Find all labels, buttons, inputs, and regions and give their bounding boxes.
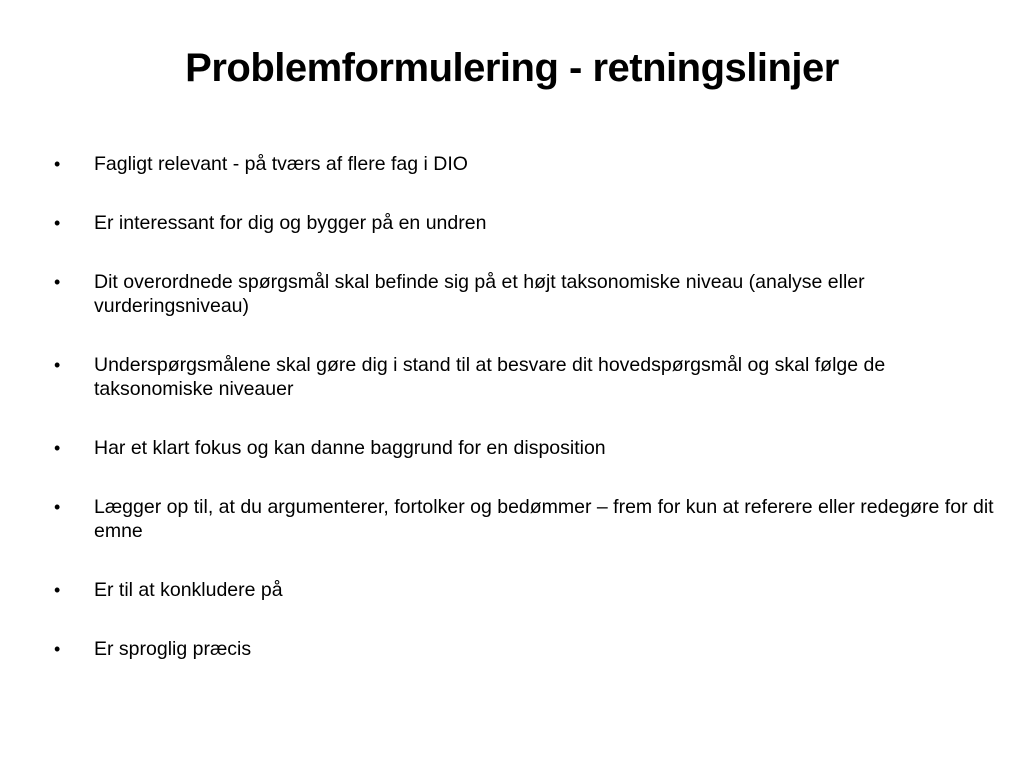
bullet-item	[54, 211, 1004, 235]
bullet-item	[54, 637, 1004, 661]
bullet-text: Har et klart fokus og kan danne baggrund for en disposition	[94, 437, 606, 459]
bullet-item	[54, 578, 1004, 602]
bullet-text: Er til at konkludere på	[94, 579, 283, 601]
bullet-item	[54, 353, 1004, 401]
bullet-text: Er interessant for dig og bygger på en undren	[94, 212, 487, 234]
bullet-text: Fagligt relevant - på tværs af flere fag i DIO	[94, 153, 468, 175]
bullet-icon: •	[54, 355, 61, 375]
bullet-text: Er sproglig præcis	[94, 638, 252, 660]
bullet-text: Underspørgsmålene skal gøre dig i stand til at besvare dit hovedspørgsmål og skal følge de taksonomiske niveauer	[94, 354, 886, 400]
bullet-icon: •	[54, 272, 61, 292]
bullet-icon: •	[54, 438, 61, 458]
bullet-text: Dit overordnede spørgsmål skal befinde sig på et højt taksonomiske niveau (analyse eller vurderingsniveau)	[94, 271, 865, 317]
bullet-icon: •	[54, 580, 61, 600]
bullet-icon: •	[54, 213, 61, 233]
bullet-item	[54, 152, 1004, 176]
bullet-text: Lægger op til, at du argumenterer, fortolker og bedømmer – frem for kun at referere eller redegøre for dit emne	[94, 496, 994, 542]
bullet-icon: •	[54, 497, 61, 517]
bullet-icon: •	[54, 639, 61, 659]
bullet-list	[54, 152, 1004, 696]
bullet-item	[54, 495, 1004, 543]
bullet-item	[54, 270, 1004, 318]
bullet-item	[54, 436, 1004, 460]
bullet-icon: •	[54, 154, 61, 174]
slide-title: Problemformulering - retningslinjer	[185, 46, 839, 90]
